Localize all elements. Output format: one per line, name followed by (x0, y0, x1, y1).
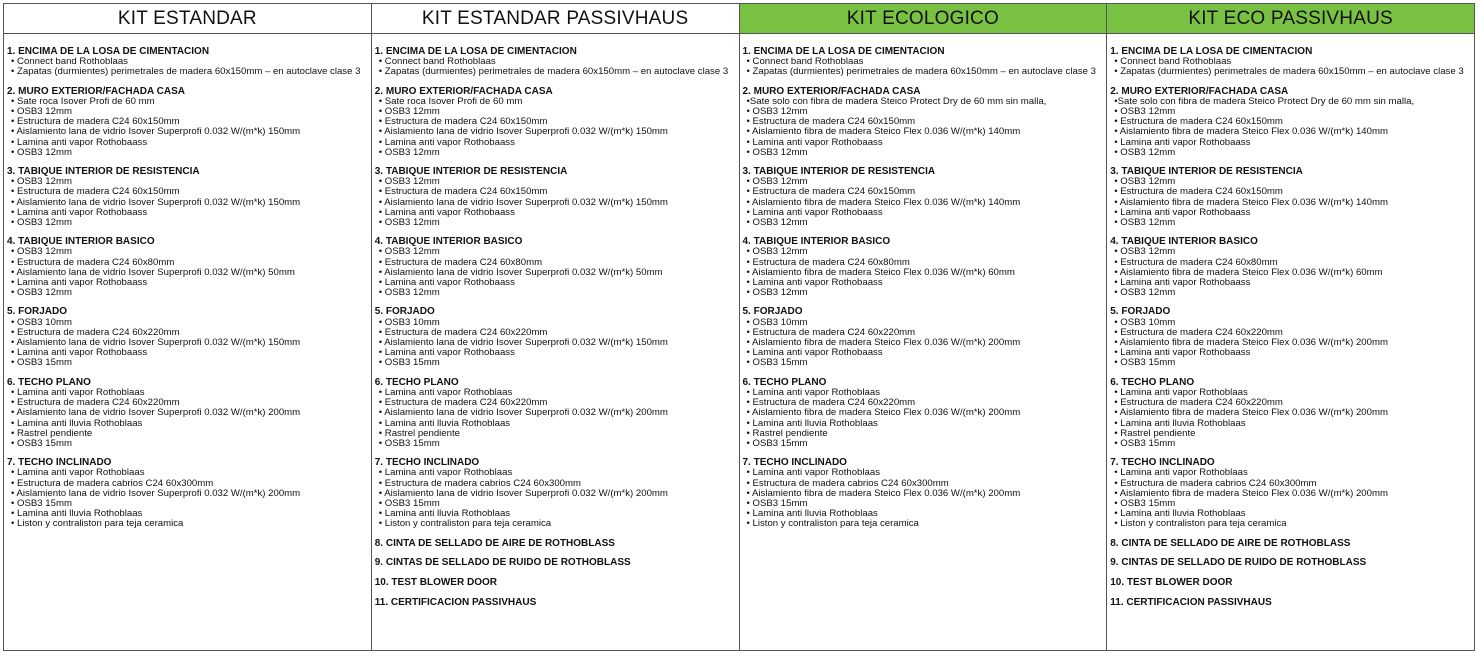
kit-section-item: • OSB3 12mm (746, 106, 808, 118)
kit-section-item: • OSB3 12mm (378, 246, 440, 258)
kit-section-item: • Estructura de madera C24 60x150mm (11, 186, 180, 198)
kit-section-item: • Lamina anti lluvia Rothoblaas (378, 508, 511, 520)
kit-section-item: • Estructura de madera C24 60x150mm (1114, 116, 1283, 128)
kit-section-title: 7. TECHO INCLINADO (742, 457, 847, 469)
kit-column-body (4, 34, 371, 539)
kit-section (743, 307, 1107, 368)
kit-column (1107, 4, 1474, 650)
kit-section-item: • Aislamiento fibra de madera Steico Flex 0.036 W/(m*k) 140mm (1114, 126, 1388, 138)
kit-section-item: • Estructura de madera C24 60x150mm (746, 186, 916, 198)
kit-section (1110, 87, 1474, 158)
kit-section-title: 2. MURO EXTERIOR/FACHADA CASA (1110, 85, 1289, 97)
kit-section-title: 4. TABIQUE INTERIOR BASICO (1110, 236, 1258, 248)
kit-section-item: • Aislamiento lana de vidrio Isover Superprofi 0.032 W/(m*k) 150mm (11, 196, 301, 208)
kit-section-title: 2. MURO EXTERIOR/FACHADA CASA (374, 85, 553, 97)
kit-section-title: 5. FORJADO (742, 306, 803, 318)
kit-section-item: • Aislamiento fibra de madera Steico Flex 0.036 W/(m*k) 200mm (746, 487, 1021, 499)
kit-section-title: 5. FORJADO (7, 306, 68, 318)
kit-column (740, 4, 1108, 650)
kit-column-title: KIT ESTANDAR (4, 4, 371, 34)
kit-section-item: • Estructura de madera C24 60x150mm (378, 186, 548, 198)
kit-section-title: 5. FORJADO (1110, 306, 1171, 318)
kit-section-title: 4. TABIQUE INTERIOR BASICO (374, 236, 523, 248)
kit-extra-item: 9. CINTAS DE SELLADO DE RUIDO DE ROTHOBLASS (374, 557, 631, 569)
kit-column-title: KIT ECOLOGICO (740, 4, 1107, 34)
kit-section-title: 6. TECHO PLANO (1110, 376, 1195, 388)
kit-section-item: • Estructura de madera C24 60x150mm (746, 116, 916, 128)
kit-section-item: • Aislamiento fibra de madera Steico Flex 0.036 W/(m*k) 60mm (746, 266, 1015, 278)
kit-section-item: • OSB3 15mm (1114, 497, 1176, 509)
kit-section-title: 1. ENCIMA DE LA LOSA DE CIMENTACION (374, 46, 577, 57)
kit-section-item: • Estructura de madera cabrios C24 60x300mm (378, 477, 582, 489)
kit-section-item: • OSB3 15mm (11, 437, 72, 449)
kit-section-item: • Lamina anti vapor Rothoblaas (378, 467, 513, 479)
kit-section-item: • Connect band Rothoblaas (1114, 56, 1232, 68)
kit-section-item: • Lamina anti vapor Rothoblaas (11, 467, 145, 479)
kit-section-item: • Lamina anti vapor Rothobaass (11, 347, 148, 359)
kit-section (7, 378, 371, 449)
kit-section-item: • Connect band Rothoblaas (378, 56, 496, 68)
kit-section-item: • Liston y contraliston para teja ceramica (378, 518, 552, 530)
kit-section (7, 458, 371, 529)
kit-section (1110, 307, 1474, 368)
kit-section-item: • Lamina anti vapor Rothobaass (1114, 136, 1251, 148)
kit-section-item: • Aislamiento lana de vidrio Isover Superprofi 0.032 W/(m*k) 150mm (378, 196, 668, 208)
kit-section-item: • Zapatas (durmientes) perimetrales de madera 60x150mm – en autoclave clase 3 (378, 66, 729, 78)
kit-section-item: • Aislamiento lana de vidrio Isover Superprofi 0.032 W/(m*k) 150mm (378, 337, 668, 349)
kit-section-item: • OSB3 15mm (746, 437, 808, 449)
kit-section-title: 7. TECHO INCLINADO (7, 457, 112, 469)
kit-section-item: • OSB3 12mm (1114, 106, 1176, 118)
kit-column-title: KIT ECO PASSIVHAUS (1107, 4, 1474, 34)
kit-section-item: • Aislamiento fibra de madera Steico Flex 0.036 W/(m*k) 200mm (1114, 407, 1388, 419)
kit-section-item: • Lamina anti vapor Rothobaass (1114, 277, 1251, 289)
kit-section-item: • Estructura de madera C24 60x220mm (1114, 326, 1283, 338)
kit-section-item: • Liston y contraliston para teja ceramica (746, 518, 919, 530)
kit-section-item: • Aislamiento fibra de madera Steico Flex 0.036 W/(m*k) 200mm (746, 407, 1021, 419)
kit-section-item: • Lamina anti vapor Rothoblaas (378, 386, 513, 398)
kit-section-item: • Lamina anti lluvia Rothoblaas (378, 417, 511, 429)
kit-section-item: • OSB3 15mm (746, 497, 808, 509)
kit-section (743, 458, 1107, 529)
kit-section (7, 47, 371, 78)
kit-section-item: • Estructura de madera cabrios C24 60x300mm (11, 477, 214, 489)
kit-section-title: 1. ENCIMA DE LA LOSA DE CIMENTACION (7, 46, 210, 57)
kit-section-item: • OSB3 12mm (746, 176, 808, 188)
kit-section-item: • Lamina anti vapor Rothobaass (746, 347, 883, 359)
kit-section (375, 458, 739, 529)
kit-section-item: • OSB3 12mm (11, 217, 72, 229)
kit-section-item: • Lamina anti vapor Rothobaass (378, 136, 515, 148)
kit-section-item: • Aislamiento fibra de madera Steico Flex 0.036 W/(m*k) 200mm (1114, 487, 1388, 499)
kit-section-item: • Lamina anti vapor Rothobaass (1114, 347, 1251, 359)
kit-section-item: • Estructura de madera C24 60x220mm (746, 397, 916, 409)
kit-column-body (740, 34, 1107, 539)
kit-section-item: • Lamina anti lluvia Rothoblaas (11, 417, 143, 429)
kit-section-item: • OSB3 10mm (746, 316, 808, 328)
kit-section-item: • OSB3 12mm (378, 176, 440, 188)
kit-section-item: • OSB3 10mm (378, 316, 440, 328)
kit-section-item: • Aislamiento fibra de madera Steico Flex 0.036 W/(m*k) 140mm (746, 196, 1021, 208)
kit-section-item: • Estructura de madera cabrios C24 60x300mm (1114, 477, 1317, 489)
kit-section-item: • OSB3 12mm (378, 287, 440, 299)
kit-section-item: • Lamina anti vapor Rothobaass (1114, 206, 1251, 218)
kit-section-item: • Aislamiento lana de vidrio Isover Superprofi 0.032 W/(m*k) 50mm (378, 266, 663, 278)
kit-section-item: • Lamina anti lluvia Rothoblaas (746, 417, 878, 429)
kit-section-item: • Liston y contraliston para teja ceramica (1114, 518, 1287, 530)
kit-section-item: • Lamina anti vapor Rothobaass (11, 206, 148, 218)
kit-section-item: • Lamina anti vapor Rothobaass (11, 136, 148, 148)
kit-section-item: • Estructura de madera C24 60x220mm (746, 326, 916, 338)
kit-section-item: • OSB3 12mm (11, 106, 72, 118)
kit-section-item: • Aislamiento fibra de madera Steico Flex 0.036 W/(m*k) 140mm (1114, 196, 1388, 208)
kit-section-item: • Aislamiento lana de vidrio Isover Superprofi 0.032 W/(m*k) 200mm (378, 407, 668, 419)
kit-section-item: • Rastrel pendiente (746, 427, 828, 439)
kit-section (7, 167, 371, 228)
kit-section-title: 2. MURO EXTERIOR/FACHADA CASA (7, 85, 185, 97)
kit-section-item: • Estructura de madera C24 60x220mm (1114, 397, 1283, 409)
kit-section-item: • Estructura de madera C24 60x150mm (378, 116, 548, 128)
kit-extra-item: 11. CERTIFICACION PASSIVHAUS (374, 597, 537, 609)
kit-section-item: •Sate solo con fibra de madera Steico Protect Dry de 60 mm sin malla, (1114, 95, 1415, 107)
kit-section-item: • Estructura de madera C24 60x80mm (746, 256, 910, 268)
kit-section-item: • OSB3 12mm (378, 106, 440, 118)
kit-section-item: • Estructura de madera cabrios C24 60x300mm (746, 477, 949, 489)
kit-comparison-table (3, 3, 1475, 651)
kit-section-title: 3. TABIQUE INTERIOR DE RESISTENCIA (1110, 166, 1303, 178)
kit-section-item: • OSB3 12mm (1114, 287, 1176, 299)
kit-section-title: 1. ENCIMA DE LA LOSA DE CIMENTACION (742, 46, 945, 57)
kit-section-item: • OSB3 12mm (11, 176, 72, 188)
kit-section-item: • OSB3 15mm (1114, 357, 1176, 369)
kit-section (375, 307, 739, 368)
kit-section-item: • Connect band Rothoblaas (11, 56, 128, 68)
kit-section (743, 87, 1107, 158)
kit-column (4, 4, 372, 650)
kit-section-item: • OSB3 15mm (11, 357, 72, 369)
kit-extra-item: 10. TEST BLOWER DOOR (1110, 577, 1233, 589)
kit-section-title: 3. TABIQUE INTERIOR DE RESISTENCIA (742, 166, 936, 178)
kit-section-item: • Estructura de madera C24 60x80mm (11, 256, 175, 268)
kit-section-item: • Lamina anti vapor Rothobaass (378, 277, 515, 289)
kit-section-title: 3. TABIQUE INTERIOR DE RESISTENCIA (374, 166, 568, 178)
kit-section-item: • Aislamiento lana de vidrio Isover Superprofi 0.032 W/(m*k) 200mm (11, 407, 301, 419)
kit-section-item: • OSB3 12mm (11, 287, 72, 299)
kit-section-item: • Rastrel pendiente (378, 427, 460, 439)
kit-section-item: • Liston y contraliston para teja ceramica (11, 518, 184, 530)
kit-section-item: • Estructura de madera C24 60x220mm (11, 326, 180, 338)
kit-section-item: • Lamina anti vapor Rothoblaas (746, 386, 880, 398)
kit-section-item: • OSB3 12mm (1114, 176, 1176, 188)
kit-section-item: • OSB3 12mm (1114, 217, 1176, 229)
kit-section-item: • Estructura de madera C24 60x220mm (11, 397, 180, 409)
kit-section-item: • Aislamiento lana de vidrio Isover Superprofi 0.032 W/(m*k) 50mm (11, 266, 295, 278)
kit-section (375, 87, 739, 158)
kit-section-title: 4. TABIQUE INTERIOR BASICO (7, 236, 155, 248)
kit-section-item: • Estructura de madera C24 60x150mm (11, 116, 180, 128)
kit-section-item: • OSB3 12mm (1114, 246, 1176, 258)
kit-section (1110, 167, 1474, 228)
kit-section-item: • OSB3 12mm (11, 146, 72, 158)
kit-section-title: 1. ENCIMA DE LA LOSA DE CIMENTACION (1110, 46, 1313, 57)
kit-section-item: • OSB3 10mm (11, 316, 72, 328)
kit-section-item: • Zapatas (durmientes) perimetrales de madera 60x150mm – en autoclave clase 3 (11, 66, 361, 78)
kit-section-item: • Lamina anti vapor Rothobaass (378, 347, 515, 359)
kit-section-item: • Lamina anti vapor Rothobaass (11, 277, 148, 289)
kit-section (743, 167, 1107, 228)
kit-section-item: • Lamina anti lluvia Rothoblaas (1114, 417, 1246, 429)
kit-section-item: • OSB3 12mm (378, 217, 440, 229)
kit-section-item: • OSB3 15mm (378, 437, 440, 449)
kit-section-item: • Aislamiento lana de vidrio Isover Superprofi 0.032 W/(m*k) 150mm (11, 126, 301, 138)
kit-section (7, 307, 371, 368)
kit-extra-item: 11. CERTIFICACION PASSIVHAUS (1110, 597, 1272, 609)
kit-section-item: • Lamina anti vapor Rothobaass (746, 206, 883, 218)
kit-section-item: • OSB3 10mm (1114, 316, 1176, 328)
kit-section-item: • OSB3 12mm (746, 217, 808, 229)
kit-section-item: • Aislamiento lana de vidrio Isover Superprofi 0.032 W/(m*k) 150mm (378, 126, 668, 138)
kit-section-item: • Aislamiento fibra de madera Steico Flex 0.036 W/(m*k) 60mm (1114, 266, 1383, 278)
kit-section (743, 47, 1107, 78)
kit-section-item: • Estructura de madera C24 60x150mm (1114, 186, 1283, 198)
kit-section-title: 6. TECHO PLANO (374, 376, 459, 388)
kit-section-item: • Estructura de madera C24 60x220mm (378, 397, 548, 409)
kit-section (375, 378, 739, 449)
kit-section-item: • OSB3 15mm (1114, 437, 1176, 449)
kit-section-item: • OSB3 12mm (746, 287, 808, 299)
kit-section (7, 87, 371, 158)
kit-extra-item: 8. CINTA DE SELLADO DE AIRE DE ROTHOBLASS (1110, 537, 1351, 549)
kit-extra-item: 10. TEST BLOWER DOOR (374, 577, 497, 589)
kit-section-item: • Aislamiento fibra de madera Steico Flex 0.036 W/(m*k) 140mm (746, 126, 1021, 138)
kit-section-item: • Connect band Rothoblaas (746, 56, 864, 68)
kit-section-item: • Estructura de madera C24 60x80mm (1114, 256, 1278, 268)
kit-section (7, 237, 371, 298)
kit-extra-item: 8. CINTA DE SELLADO DE AIRE DE ROTHOBLASS (374, 537, 615, 549)
kit-column-title: KIT ESTANDAR PASSIVHAUS (372, 4, 739, 34)
kit-section-title: 5. FORJADO (374, 306, 435, 318)
kit-section (375, 167, 739, 228)
kit-section-item: • Lamina anti lluvia Rothoblaas (11, 508, 143, 520)
kit-section-item: • Rastrel pendiente (1114, 427, 1196, 439)
kit-section (1110, 458, 1474, 529)
kit-section-item: • Aislamiento fibra de madera Steico Flex 0.036 W/(m*k) 200mm (1114, 337, 1388, 349)
kit-section-item: •Sate solo con fibra de madera Steico Protect Dry de 60 mm sin malla, (746, 95, 1047, 107)
kit-section-item: • OSB3 12mm (378, 146, 440, 158)
kit-section (375, 237, 739, 298)
kit-section-item: • OSB3 12mm (746, 246, 808, 258)
kit-section-item: • Lamina anti vapor Rothobaass (746, 136, 883, 148)
kit-section-title: 7. TECHO INCLINADO (1110, 457, 1215, 469)
kit-section (1110, 378, 1474, 449)
kit-section-item: • OSB3 12mm (11, 246, 72, 258)
kit-section-item: • Lamina anti vapor Rothoblaas (1114, 386, 1248, 398)
kit-section-title: 4. TABIQUE INTERIOR BASICO (742, 236, 891, 248)
kit-section-item: • OSB3 15mm (378, 357, 440, 369)
kit-section-item: • OSB3 12mm (746, 146, 808, 158)
kit-section-item: • Lamina anti vapor Rothoblaas (746, 467, 880, 479)
kit-section-title: 7. TECHO INCLINADO (374, 457, 480, 469)
kit-section-item: • Aislamiento lana de vidrio Isover Superprofi 0.032 W/(m*k) 200mm (11, 487, 301, 499)
kit-section-item: • Lamina anti vapor Rothoblaas (1114, 467, 1248, 479)
kit-section-item: • Lamina anti lluvia Rothoblaas (1114, 508, 1246, 520)
kit-section (1110, 237, 1474, 298)
kit-section-item: • Estructura de madera C24 60x80mm (378, 256, 543, 268)
kit-section-item: • Zapatas (durmientes) perimetrales de madera 60x150mm – en autoclave clase 3 (1114, 66, 1464, 78)
kit-section (743, 237, 1107, 298)
kit-section-title: 2. MURO EXTERIOR/FACHADA CASA (742, 85, 921, 97)
kit-section-item: • Sate roca Isover Profi de 60 mm (11, 95, 155, 107)
kit-section-title: 6. TECHO PLANO (742, 376, 827, 388)
kit-section-item: • Estructura de madera C24 60x220mm (378, 326, 548, 338)
kit-section-item: • OSB3 15mm (11, 497, 72, 509)
kit-section (375, 47, 739, 78)
kit-section (1110, 47, 1474, 78)
kit-section-item: • Sate roca Isover Profi de 60 mm (378, 95, 523, 107)
kit-column (372, 4, 740, 650)
kit-column-body (372, 34, 739, 618)
kit-section-item: • OSB3 15mm (746, 357, 808, 369)
kit-section-item: • Aislamiento fibra de madera Steico Flex 0.036 W/(m*k) 200mm (746, 337, 1021, 349)
kit-section (743, 378, 1107, 449)
kit-section-title: 6. TECHO PLANO (7, 376, 91, 388)
kit-column-body (1107, 34, 1474, 618)
kit-section-item: • Rastrel pendiente (11, 427, 93, 439)
kit-section-item: • Aislamiento lana de vidrio Isover Superprofi 0.032 W/(m*k) 150mm (11, 337, 301, 349)
kit-section-title: 3. TABIQUE INTERIOR DE RESISTENCIA (7, 166, 200, 178)
kit-section-item: • Lamina anti vapor Rothobaass (378, 206, 515, 218)
kit-extra-item: 9. CINTAS DE SELLADO DE RUIDO DE ROTHOBLASS (1110, 557, 1367, 569)
kit-section-item: • OSB3 15mm (378, 497, 440, 509)
kit-section-item: • Aislamiento lana de vidrio Isover Superprofi 0.032 W/(m*k) 200mm (378, 487, 668, 499)
kit-section-item: • Lamina anti vapor Rothobaass (746, 277, 883, 289)
kit-section-item: • OSB3 12mm (1114, 146, 1176, 158)
kit-section-item: • Lamina anti lluvia Rothoblaas (746, 508, 878, 520)
kit-section-item: • Zapatas (durmientes) perimetrales de madera 60x150mm – en autoclave clase 3 (746, 66, 1096, 78)
kit-section-item: • Lamina anti vapor Rothoblaas (11, 386, 145, 398)
